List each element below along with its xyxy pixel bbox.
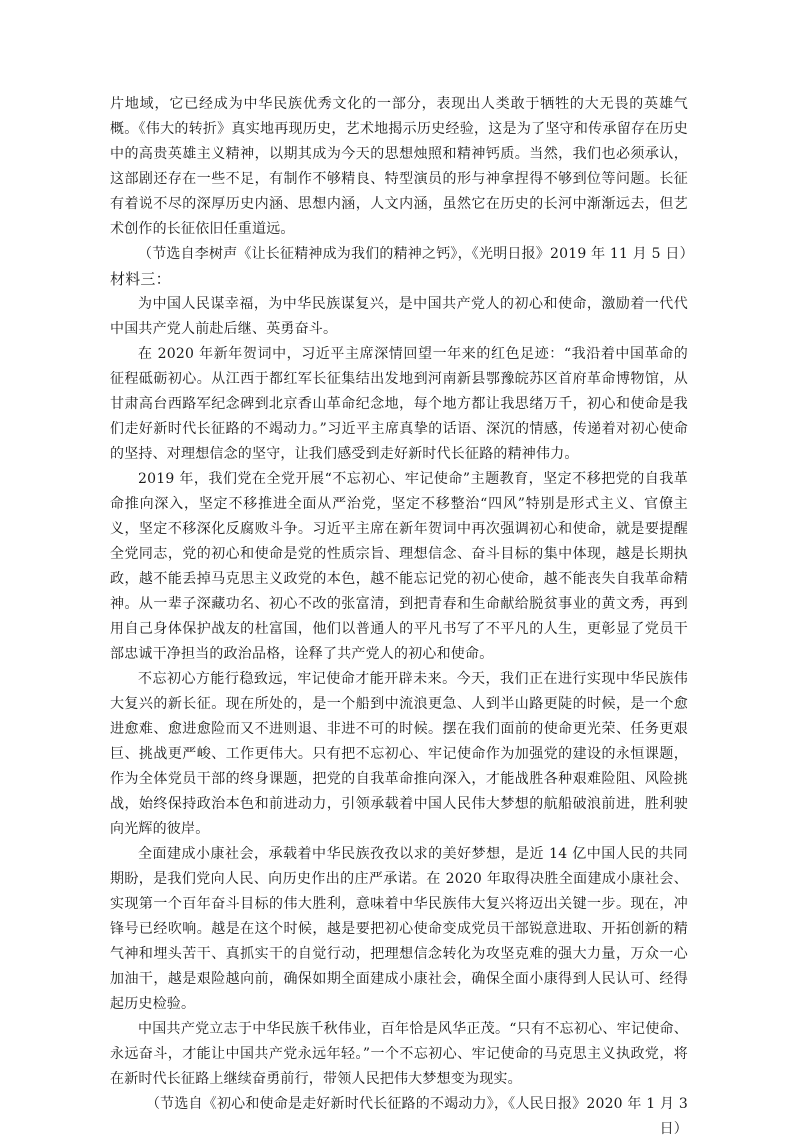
document-body [110, 92, 694, 1142]
paragraph: 为中国人民谋幸福，为中华民族谋复兴，是中国共产党人的初心和使命，激励着一代代中国共产党人前赴后继、英勇奋斗。 [110, 296, 688, 337]
section-heading-material-3: 材料三： [110, 270, 171, 288]
source-citation-2: （节选自李树声《让长征精神成为我们的精神之钙》，《光明日报》2019 年 11 月 5 日） [138, 246, 694, 262]
paragraph: 在 2020 年新年贺词中，习近平主席深情回望一年来的红色足迹：“我沿着中国革命的征程砥砺初心。从江西于都红军长征集结出发地到河南新县鄂豫皖苏区首府革命博物馆，从甘肃高台西路军纪念碑到北京香山革命纪念地，每个地方都让我思绪万千，初心和使命是我们走好新时代长征路的不竭动力。”习近平主席真挚的话语、深沉的情感，传递着对初心使命的坚持、对理想信念的坚守，让我们感受到走好新时代长征路的精神伟力。 [110, 346, 688, 462]
paragraph: 中国共产党立志于中华民族千秋伟业，百年恰是风华正茂。“只有不忘初心、牢记使命、永远奋斗，才能让中国共产党永远年轻。”一个不忘初心、牢记使命的马克思主义执政党，将在新时代长征路上继续奋勇前行，带领人民把伟大梦想变为现实。 [110, 1021, 688, 1087]
paragraph: 不忘初心方能行稳致远，牢记使命才能开辟未来。今天，我们正在进行实现中华民族伟大复兴的新长征。现在所处的，是一个船到中流浪更急、人到半山路更陡的时候，是一个愈进愈难、愈进愈险而又不进则退、非进不可的时候。摆在我们面前的使命更光荣、任务更艰巨、挑战更严峻、工作更伟大。只有把不忘初心、牢记使命作为加强党的建设的永恒课题，作为全体党员干部的终身课题，把党的自我革命推向深入，才能战胜各种艰难险阻、风险挑战，始终保持政治本色和前进动力，引领承载着中国人民伟大梦想的航船破浪前进，胜利驶向光辉的彼岸。 [110, 671, 688, 837]
paragraph: 2019 年，我们党在全党开展“不忘初心、牢记使命”主题教育，坚定不移把党的自我革命推向深入，坚定不移推进全面从严治党，坚定不移整治“四风”特别是形式主义、官僚主义，坚定不移深化反腐败斗争。习近平主席在新年贺词中再次强调初心和使命，就是要提醒全党同志，党的初心和使命是党的性质宗旨、理想信念、奋斗目标的集中体现，越是长期执政，越不能丢掉马克思主义政党的本色，越不能忘记党的初心使命，越不能丧失自我革命精神。从一辈子深藏功名、初心不改的张富清，到把青春和生命献给脱贫事业的黄文秀，再到用自己身体保护战友的杜富国，他们以普通人的平凡书写了不平凡的人生，更彰显了党员干部忠诚干净担当的政治品格，诠释了共产党人的初心和使命。 [110, 471, 688, 662]
continued-paragraph: 片地域，它已经成为中华民族优秀文化的一部分，表现出人类敢于牺牲的大无畏的英雄气概。《伟大的转折》真实地再现历史，艺术地揭示历史经验，这是为了坚守和传承留存在历史中的高贵英雄主义精神，以期其成为今天的思想烛照和精神钙质。当然，我们也必须承认，这部剧还存在一些不足，有制作不够精良、特型演员的形与神拿捏得不够到位等问题。长征有着说不尽的深厚历史内涵、思想内涵，人文内涵，虽然它在历史的长河中渐渐远去，但艺术创作的长征依旧任重道远。 [110, 96, 688, 237]
paragraph: 全面建成小康社会，承载着中华民族孜孜以求的美好梦想，是近 14 亿中国人民的共同期盼，是我们党向人民、向历史作出的庄严承诺。在 2020 年取得决胜全面建成小康社会、实现第一个百年奋斗目标的伟大胜利，意味着中华民族伟大复兴将迈出关键一步。现在，冲锋号已经吹响。越是在这个时候，越是要把初心使命变成党员干部锐意进取、开拓创新的精气神和埋头苦干、真抓实干的自觉行动，把理想信念转化为攻坚克难的强大力量，万众一心加油干，越是艰险越向前，确保如期全面建成小康社会，确保全面小康得到人民认可、经得起历史检验。 [110, 846, 688, 1012]
source-citation-3: （节选自《初心和使命是走好新时代长征路的不竭动力》，《人民日报》2020 年 1 月 3 日） [145, 1096, 688, 1137]
